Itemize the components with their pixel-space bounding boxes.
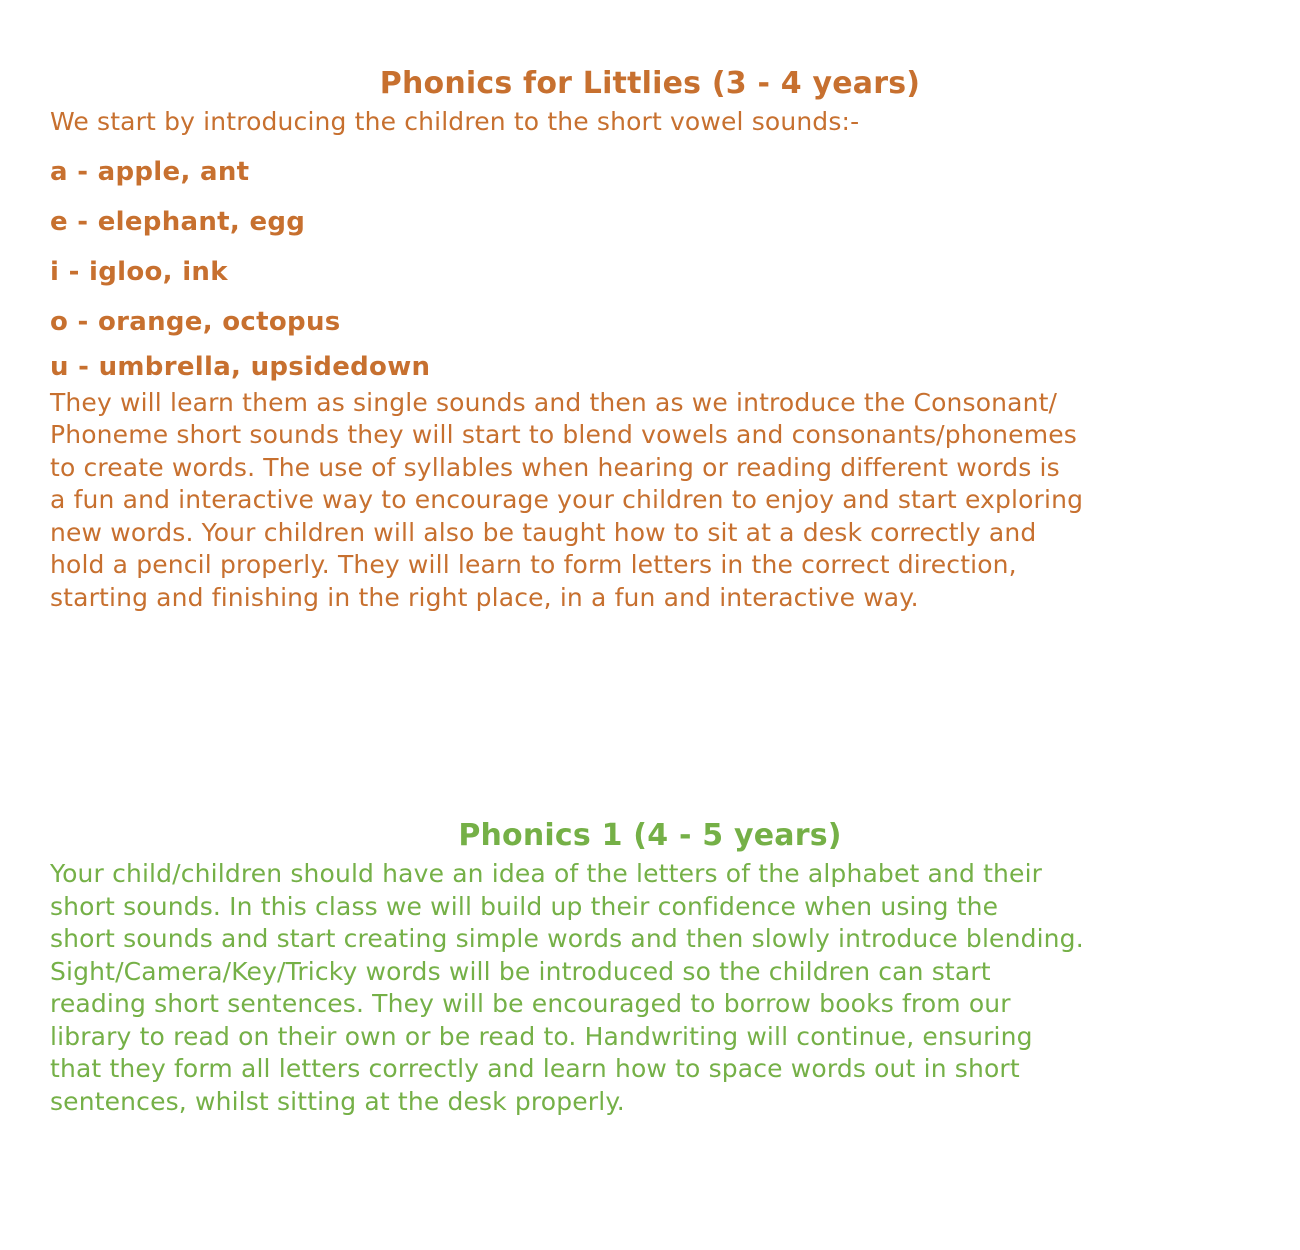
document-page [50, 62, 1250, 1116]
littlies-body-line: a fun and interactive way to encourage your children to enjoy and start exploring [50, 485, 1084, 514]
section-phonics-1 [50, 814, 1250, 1118]
phonics1-body-line: that they form all letters correctly and learn how to space words out in short [50, 1054, 1020, 1083]
phonics1-body [50, 858, 1250, 1118]
section-phonics-littlies [50, 62, 1250, 614]
phonics1-body-line: Your child/children should have an idea of the letters of the alphabet and their [50, 859, 1043, 888]
vowel-list [50, 147, 1250, 387]
phonics1-body-line: Sight/Camera/Key/Tricky words will be introduced so the children can start [50, 956, 991, 986]
littlies-body-line: to create words. The use of syllables when hearing or reading different words is [50, 452, 1060, 482]
littlies-intro: We start by introducing the children to the short vowel sounds:- [50, 107, 860, 136]
vowel-item-u: u - umbrella, upsidedown [50, 351, 431, 382]
phonics1-body-line: short sounds. In this class we will build up their confidence when using the [50, 891, 999, 921]
littlies-body-line: starting and finishing in the right place, in a fun and interactive way. [50, 582, 919, 612]
littlies-body [50, 387, 1250, 615]
vowel-item-e: e - elephant, egg [50, 206, 306, 237]
littlies-body-line: They will learn them as single sounds and then as we introduce the Consonant/ [50, 387, 1058, 417]
vowel-item-i: i - igloo, ink [50, 256, 228, 287]
phonics1-body-line: short sounds and start creating simple words and then slowly introduce blending. [50, 924, 1084, 953]
littlies-body-line: hold a pencil properly. They will learn to form letters in the correct direction, [50, 550, 1017, 579]
littlies-body-line: Phoneme short sounds they will start to blend vowels and consonants/phonemes [50, 420, 1077, 449]
phonics1-body-line: library to read on their own or be read to. Handwriting will continue, ensuring [50, 1021, 1033, 1051]
vowel-item-o: o - orange, octopus [50, 306, 341, 337]
phonics1-body-line: reading short sentences. They will be encouraged to borrow books from our [50, 989, 1011, 1018]
phonics1-body-line: sentences, whilst sitting at the desk properly. [50, 1086, 625, 1116]
section-title-littlies: Phonics for Littlies (3 - 4 years) [379, 66, 921, 101]
littlies-body-line: new words. Your children will also be taught how to sit at a desk correctly and [50, 517, 1037, 547]
vowel-item-a: a - apple, ant [50, 156, 250, 187]
section-title-phonics-1: Phonics 1 (4 - 5 years) [458, 818, 842, 853]
